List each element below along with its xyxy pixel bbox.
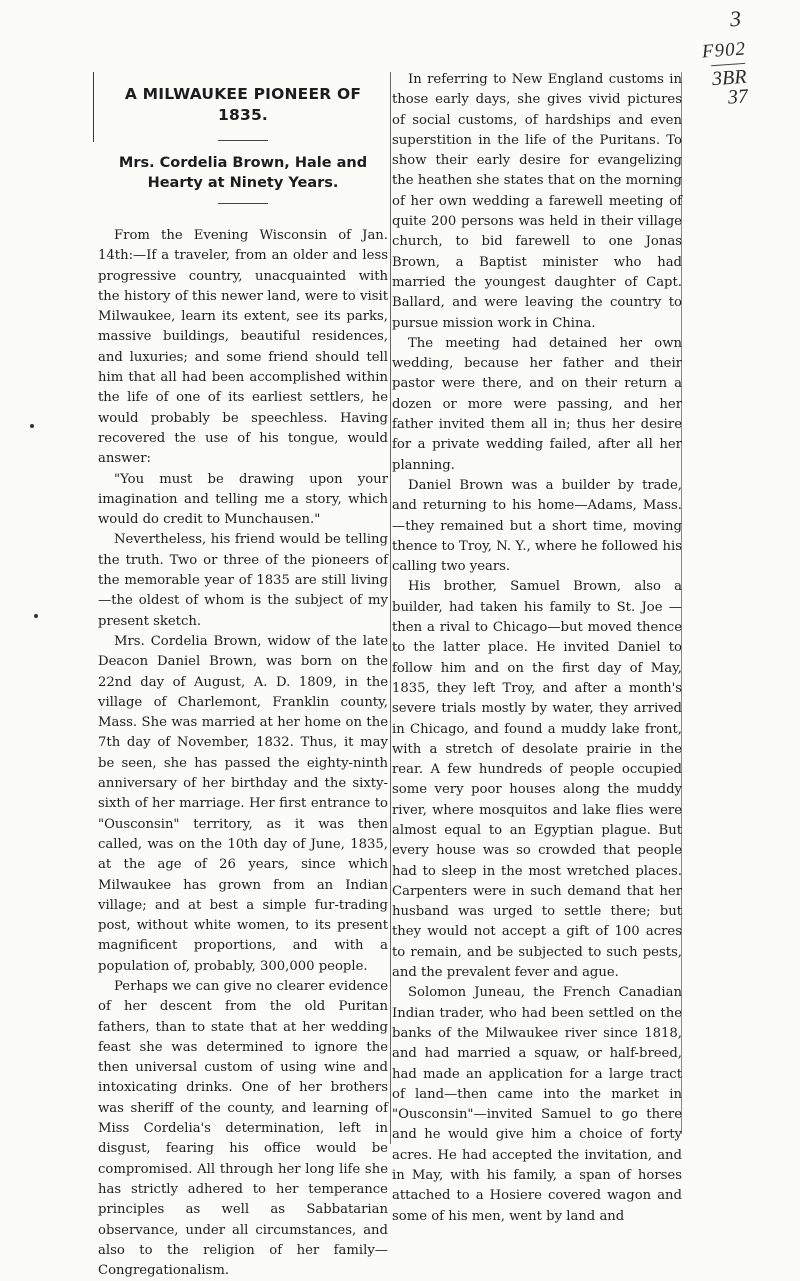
paragraph: "You must be drawing upon your imagination and telling me a story, which would do credit to Munchausen." — [98, 471, 388, 528]
middle-column-rule — [390, 72, 391, 1144]
left-column-rule — [93, 72, 94, 142]
paragraph: In referring to New England customs in those early days, she gives vivid pictures of social customs, of hardships and even superstition in the life of the Puritans. To show their early desire for evangelizing the heathen she states that on the morning of her own wedding a farewell meeting of quite 200 persons was held in their village church, to bid farewell to one Jonas Brown, a Baptist minister who had married the youngest daughter of Capt. Ballard, and were leaving the country to pursue mission work in China. — [392, 72, 682, 331]
article-headline: A MILWAUKEE PIONEER OF 1835. — [124, 85, 362, 124]
divider — [218, 203, 268, 204]
paragraph: Perhaps we can give no clearer evidence of her descent from the old Puritan fathers, than to state that at her wedding feast she was determined to ignore the then universal custom of using wine and intoxicating drinks. One of her brothers was sheriff of the county, and learning of Miss Cordelia's determination, left in disgust, fearing his office would be compromised. All through her long life she has strictly adhered to her temperance principles as well as Sabbatarian observance, under all circumstances, and also to the religion of her family—Congregationalism. — [98, 978, 388, 1279]
scan-speck — [34, 614, 38, 618]
handwritten-code-1: F902 — [701, 38, 747, 63]
paragraph: Nevertheless, his friend would be telling the truth. Two or three of the pioneers of the memorable year of 1835 are still living—the oldest of whom is the subject of my present sketch. — [98, 532, 388, 629]
article-subheadline: Mrs. Cordelia Brown, Hale and Hearty at Ninety Years. — [118, 155, 368, 191]
paragraph: Solomon Juneau, the French Canadian Indian trader, who had been settled on the banks of the Milwaukee river since 1818, and had married a squaw, or half-breed, had made an application for a large tract of land—then came into the market in "Ousconsin"—invited Samuel to go there and he would give him a choice of forty acres. He had accepted the invitation, and in May, with his family, a span of horses attached to a Hosiere covered wagon and some of his men, went by land and — [392, 985, 682, 1224]
scan-speck — [30, 424, 34, 428]
divider — [218, 140, 268, 141]
paragraph: Daniel Brown was a builder by trade, and returning to his home—Adams, Mass.—they remained but a short time, moving thence to Troy, N. Y., where he followed his calling two years. — [392, 477, 682, 575]
article-right-column — [392, 70, 682, 1227]
paragraph: From the Evening Wisconsin of Jan. 14th:—If a traveler, from an older and less progressive country, unacquainted with the history of this newer land, were to visit Milwaukee, learn its extent, see its parks, massive buildings, beautiful residences, and luxuries; and some friend should tell him that all had been accomplished within the life of one of its earliest settlers, he would probably be speechless. Having recovered the use of his tongue, would answer: — [98, 228, 388, 467]
handwritten-code-2: 3BR — [711, 63, 747, 91]
paragraph: Mrs. Cordelia Brown, widow of the late Deacon Daniel Brown, was born on the 22nd day of August, A. D. 1809, in the village of Charlemont, Franklin county, Mass. She was married at her home on the 7th day of November, 1832. Thus, it may be seen, she has passed the eighty-ninth anniversary of her birthday and the sixty-sixth of her marriage. Her first entrance to "Ousconsin" territory, as it was then called, was on the 10th day of June, 1835, at the age of 26 years, since which Milwaukee has grown from an Indian village; and at best a simple fur-trading post, without white women, to its present magnificent proportions, and with a population of, probably, 300,000 people. — [98, 633, 388, 974]
article-left-column — [98, 70, 388, 1281]
paragraph: His brother, Samuel Brown, also a builder, had taken his family to St. Joe —then a rival to Chicago—but moved thence to the latter place. He invited Daniel to follow him and on the first day of May, 1835, they left Troy, and after a month's severe trials mostly by water, they arrived in Chicago, and found a muddy lake front, with a stretch of desolate prairie in the rear. A few hundreds of people occupied some very poor houses along the muddy river, where mosquitos and lake flies were almost equal to an Egyptian plague. But every house was so crowded that people had to sleep in the most wretched places. Carpenters were in such demand that her husband was urged to settle there; but they would not accept a gift of 100 acres to remain, and be subjected to such pests, and the prevalent fever and ague. — [392, 579, 682, 981]
handwritten-code-3: 37 — [727, 85, 749, 109]
handwritten-page-number: 3 — [729, 5, 742, 32]
paragraph: The meeting had detained her own wedding, because her father and their pastor were there, and on their return a dozen or more were passing, and her father invited them all in; thus her desire for a private wedding failed, after all her planning. — [392, 335, 682, 473]
